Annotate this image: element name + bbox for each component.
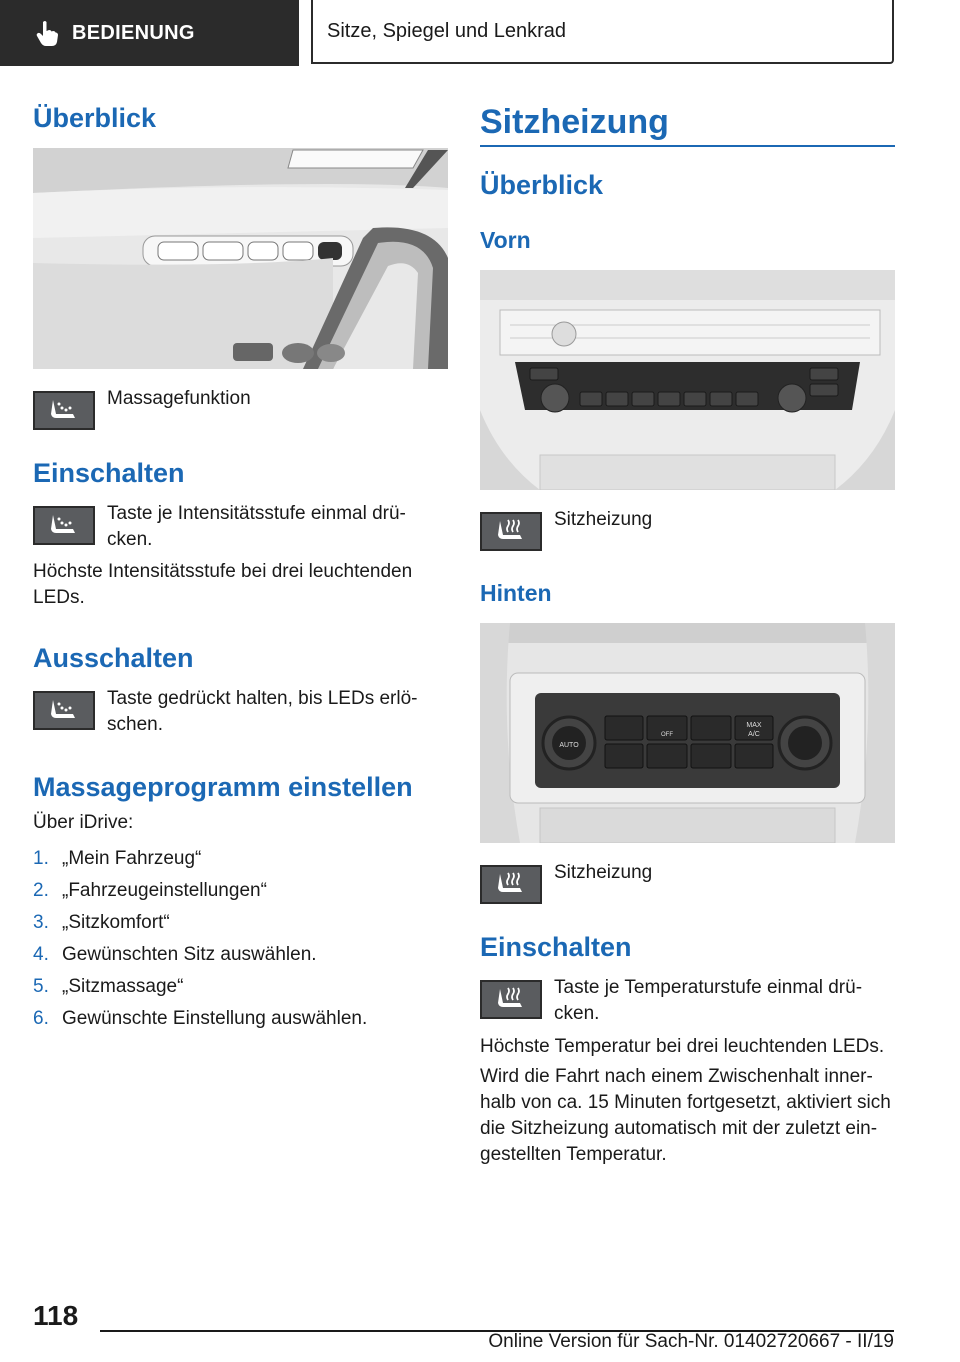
on-text-right: Taste je Temperaturstufe einmal drü- cken. [554,977,863,1024]
auto-note: Wird die Fahrt nach einem Zwischenhalt inner- halb von ca. 15 Minuten fortgesetzt, aktiviert sich die Sitzheizung automatisch mit der zuletzt ein- gestellten Temperatur. [480,1066,891,1165]
hand-pointer-icon [36,20,58,46]
seat-massage-icon [47,397,81,425]
off-heading-left: Ausschalten [33,643,194,673]
program-intro: Über iDrive: [33,812,134,833]
list-item: 2. „Fahrzeugeinstellungen“ [33,880,267,901]
massage-icon-box [33,391,95,430]
list-item: 5. „Sitzmassage“ [33,976,184,997]
massage-label: Massagefunktion [107,388,251,409]
heating-icon-box-front [480,512,542,551]
rear-console-image [480,623,895,843]
list-item: 3. „Sitzkomfort“ [33,912,170,933]
seat-massage-icon [47,697,81,725]
front-console-image [480,270,895,490]
on-heading-right: Einschalten [480,932,632,962]
steps-list [33,843,367,1035]
on-text-left: Taste je Intensitätsstufe einmal drü- cken. [107,503,406,550]
front-label: Sitzheizung [554,509,653,530]
overview-heading-left: Überblick [33,103,157,133]
list-item: 6. Gewünschte Einstellung auswählen. [33,1008,368,1029]
overview-heading-right: Überblick [480,170,604,200]
massage-icon-box-2 [33,506,95,545]
door-panel-image [33,148,448,369]
seat-heating-icon [494,871,528,899]
list-item: 1. „Mein Fahrzeug“ [33,848,202,869]
seat-heating-icon [494,518,528,546]
seat-heating-icon [494,986,528,1014]
section-tab[interactable] [0,0,299,66]
program-heading: Massageprogramm einstellen [33,772,413,802]
massage-icon-box-3 [33,691,95,730]
svg-text:AUTO: AUTO [559,742,579,749]
off-text-left: Taste gedrückt halten, bis LEDs erlö- schen. [107,688,418,735]
front-heading: Vorn [480,227,531,253]
on-note-left: Höchste Intensitätsstufe bei drei leuchtenden LEDs. [33,561,413,608]
page-title: Sitzheizung [480,103,669,141]
rear-heading: Hinten [480,580,552,606]
rear-label: Sitzheizung [554,862,653,883]
seat-massage-icon [47,512,81,540]
on-note-right: Höchste Temperatur bei drei leuchtenden LEDs. [480,1036,885,1057]
heating-icon-box-on [480,980,542,1019]
page-number: 118 [33,1300,79,1331]
list-item: 4. Gewünschten Sitz auswählen. [33,944,317,965]
chapter-header [311,0,894,64]
section-label: BEDIENUNG [72,21,195,44]
svg-text:OFF: OFF [661,732,673,738]
on-heading-left: Einschalten [33,458,185,488]
title-rule [480,145,895,147]
online-version-note: Online Version für Sach-Nr. 01402720667 - II/19 [488,1331,894,1352]
svg-text:A/C: A/C [748,731,760,738]
heating-icon-box-rear [480,865,542,904]
chapter-title: Sitze, Spiegel und Lenkrad [327,19,567,42]
svg-text:MAX: MAX [746,722,762,729]
